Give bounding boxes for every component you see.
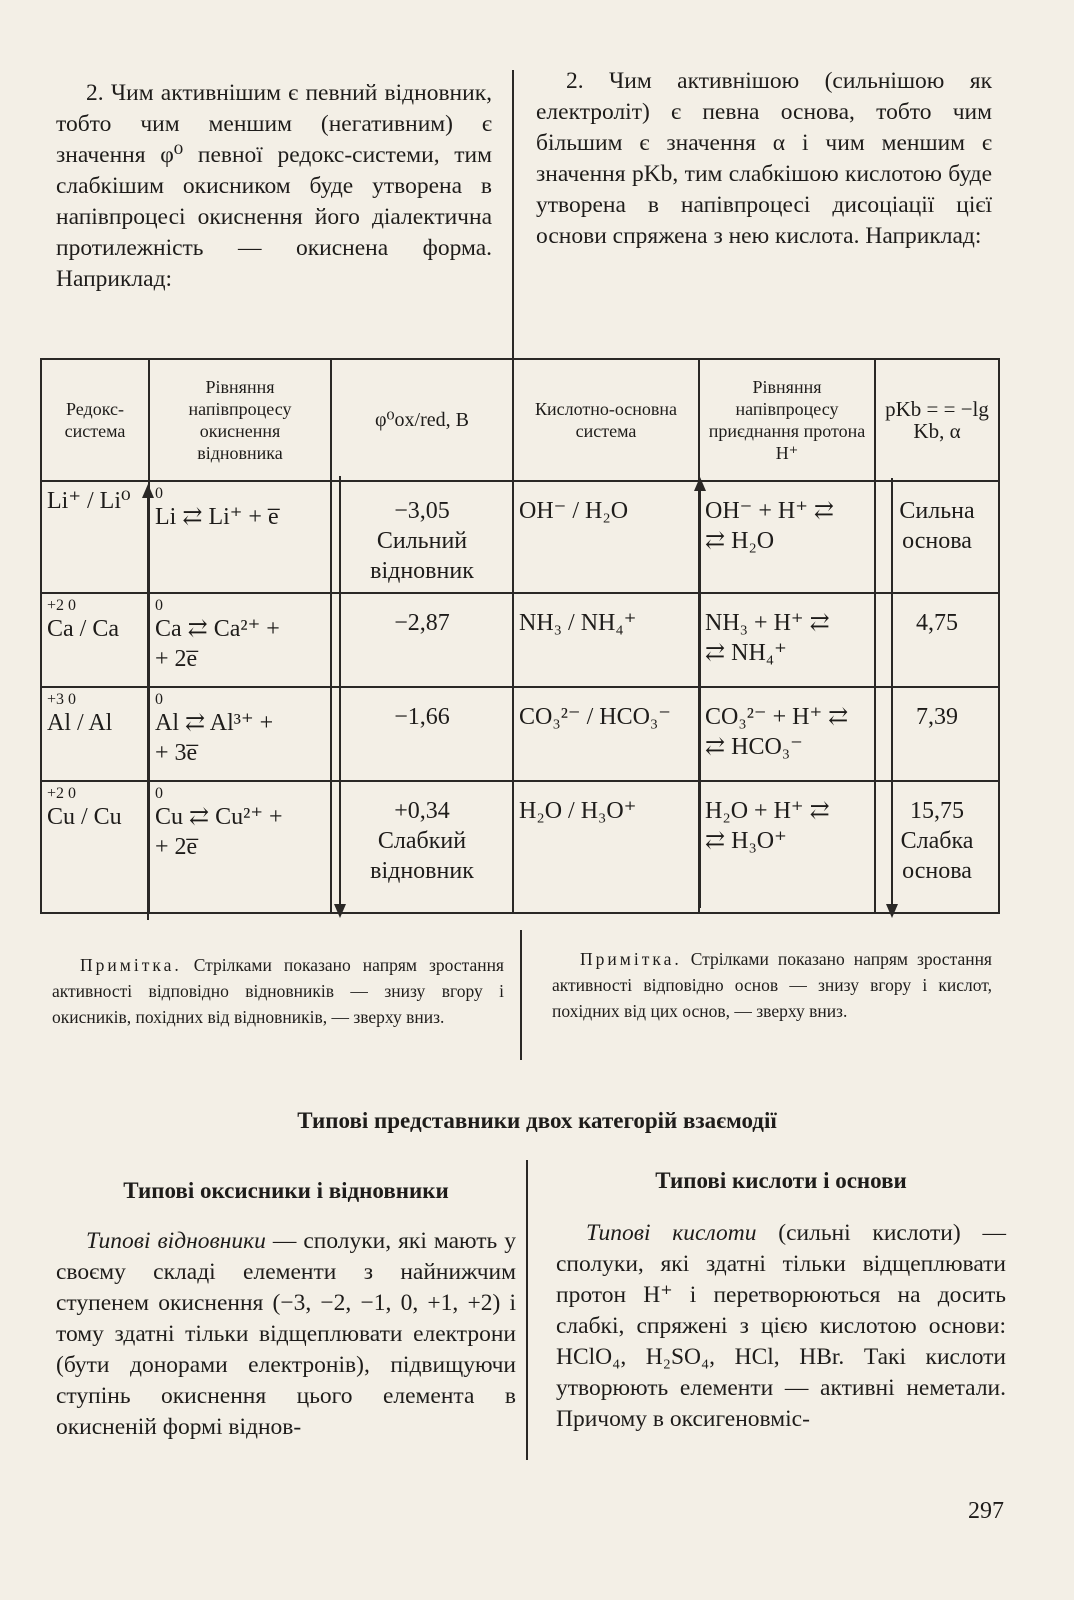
protonation-line-2: ⇄ NH₄⁺ xyxy=(705,640,787,666)
potential-value: −1,66 xyxy=(394,704,450,730)
column-divider-bottom xyxy=(526,1160,528,1460)
redox-pair: Li⁺ / Li⁰ xyxy=(47,488,131,514)
cell-pkb xyxy=(875,593,999,687)
table-row xyxy=(41,593,999,687)
table-row xyxy=(41,687,999,781)
note-right-label: Примітка. xyxy=(580,949,682,969)
oxidation-states: +2 0 xyxy=(47,597,77,614)
equation-line-2: + 3e̅ xyxy=(155,740,198,766)
protonation-line-1: H₂O + H⁺ ⇄ xyxy=(705,798,830,824)
cell-oxidation-equation xyxy=(149,687,331,781)
arrow-up-bases xyxy=(699,488,701,908)
potential-value: −3,05 xyxy=(394,498,450,524)
arrow-up-head-bases xyxy=(694,477,706,491)
cell-pkb xyxy=(875,481,999,593)
cell-pkb xyxy=(875,781,999,913)
table-row xyxy=(41,781,999,913)
cell-acid-base-system xyxy=(513,481,699,593)
potential-comment-2: відновник xyxy=(370,858,474,884)
paragraph-reducers-text: 2. Чим активнішим є певний відновник, тобто чим меншим (негативним) є значення φ⁰ певної редокс-системи, тим слабкішим окисником буде утворена в напівпроцесі окиснення його діалектична протилежність — окиснена форма. Наприклад: xyxy=(56,80,492,292)
cell-oxidation-equation xyxy=(149,593,331,687)
paragraph-reducers xyxy=(56,78,492,295)
potential-value: −2,87 xyxy=(394,610,450,636)
equation-line-1: Al ⇄ Al³⁺ + xyxy=(155,710,274,736)
protonation-line-1: CO₃²⁻ + H⁺ ⇄ xyxy=(705,704,849,730)
page-number: 297 xyxy=(968,1498,1004,1524)
protonation-line-1: OH⁻ + H⁺ ⇄ xyxy=(705,498,834,524)
cell-redox-system xyxy=(41,481,149,593)
equation-line-1: Ca ⇄ Ca²⁺ + xyxy=(155,616,280,642)
protonation-line-2: ⇄ HCO₃⁻ xyxy=(705,734,803,760)
paragraph-bases-text: 2. Чим активнішою (сильнішою як електроліт) є певна основа, тобто чим більшим є значення α і чим меншим є значення pKb, тим слабкішою кислотою буде утворена в напівпроцесі дисоціації цієї основи спряжена з нею кислота. Наприклад: xyxy=(536,68,992,249)
cell-acid-base-system xyxy=(513,781,699,913)
right-body-text: (сильні кислоти) — сполуки, які здатні тільки відщеплювати протон H⁺ і перетворюються на досить слабкі, спряжені з цією кислотою основи: HClO₄, H₂SO₄, HCl, HBr. Такі кислоти утворюють елементи — активні неметали. Причому в оксигеновміс- xyxy=(556,1220,1006,1432)
pkb-line-1: 4,75 xyxy=(916,610,958,636)
cell-potential xyxy=(331,781,513,913)
paragraph-bases xyxy=(536,66,992,252)
arrow-up-head-reducers xyxy=(142,484,154,498)
header-redox-system: Редокс-система xyxy=(41,359,149,481)
left-body-text: — сполуки, які мають у своєму складі елементи з найнижчим ступенем окиснення (−3, −2, −1, 0, +1, +2) і тому здатні тільки відщеплювати електрони (бути донорами електронів), підвищуючи ступінь окиснення цього елемента в окисненій формі віднов- xyxy=(56,1228,516,1440)
redox-pair: Cu / Cu xyxy=(47,804,122,830)
note-left xyxy=(52,952,504,1030)
header-oxidation-equation: Рівняння напівпроцесу окиснення відновника xyxy=(149,359,331,481)
cell-redox-system xyxy=(41,781,149,913)
acid-base-pair: OH⁻ / H₂O xyxy=(519,498,629,524)
note-right-text: Стрілками показано напрям зростання активності відповідно основ — знизу вгору і кислот, похідних від цих основ, — зверху вниз. xyxy=(552,949,992,1021)
acid-base-pair: NH₃ / NH₄⁺ xyxy=(519,610,637,636)
oxidation-state-zero: 0 xyxy=(155,485,163,502)
arrow-up-reducers xyxy=(147,495,149,920)
right-body xyxy=(556,1218,1006,1435)
header-protonation-equation: Рівняння напівпроцесу приєднання протона H⁺ xyxy=(699,359,875,481)
oxidation-state-zero: 0 xyxy=(155,785,163,802)
cell-oxidation-equation xyxy=(149,481,331,593)
cell-potential xyxy=(331,481,513,593)
equation-line-1: Li ⇄ Li⁺ + e̅ xyxy=(155,504,279,530)
redox-pair: Al / Al xyxy=(47,710,113,736)
pkb-line-2: основа xyxy=(902,528,972,554)
table-row xyxy=(41,481,999,593)
potential-value: +0,34 xyxy=(394,798,450,824)
equation-line-1: Cu ⇄ Cu²⁺ + xyxy=(155,804,283,830)
right-body-lead: Типові кислоти xyxy=(586,1220,757,1246)
cell-redox-system xyxy=(41,687,149,781)
oxidation-states: +2 0 xyxy=(47,785,77,802)
pkb-line-1: 15,75 xyxy=(910,798,964,824)
acid-base-pair: CO₃²⁻ / HCO₃⁻ xyxy=(519,704,671,730)
cell-protonation-equation xyxy=(699,481,875,593)
left-body-lead: Типові відновники xyxy=(86,1228,266,1254)
cell-potential xyxy=(331,593,513,687)
cell-acid-base-system xyxy=(513,687,699,781)
pkb-line-3: основа xyxy=(902,858,972,884)
potential-comment-2: відновник xyxy=(370,558,474,584)
cell-potential xyxy=(331,687,513,781)
note-left-label: Примітка. xyxy=(80,955,182,975)
arrow-down-oxidizers xyxy=(339,476,341,906)
header-potential: φ⁰ox/red, В xyxy=(331,359,513,481)
section-title: Типові представники двох категорій взаємодії xyxy=(297,1108,777,1133)
pkb-line-2: Слабка xyxy=(900,828,974,854)
cell-protonation-equation xyxy=(699,781,875,913)
cell-redox-system xyxy=(41,593,149,687)
comparison-table xyxy=(40,358,1000,914)
oxidation-states: +3 0 xyxy=(47,691,77,708)
arrow-down-acids xyxy=(891,478,893,906)
oxidation-state-zero: 0 xyxy=(155,691,163,708)
pkb-line-1: 7,39 xyxy=(916,704,958,730)
left-subtitle: Типові оксисники і відновники xyxy=(123,1178,449,1203)
column-divider-notes xyxy=(520,930,522,1060)
cell-oxidation-equation xyxy=(149,781,331,913)
potential-comment-1: Слабкий xyxy=(377,828,467,854)
header-pkb: pKb = = −lg Kb, α xyxy=(875,359,999,481)
note-left-text: Стрілками показано напрям зростання активності відповідно відновників — знизу вгору і окисників, похідних від відновників, — зверху вниз. xyxy=(52,955,504,1027)
pkb-line-1: Сильна xyxy=(899,498,975,524)
cell-protonation-equation xyxy=(699,593,875,687)
arrow-down-head-oxidizers xyxy=(334,904,346,918)
right-subtitle: Типові кислоти і основи xyxy=(655,1168,907,1193)
header-acid-base-system: Кислотно-основна система xyxy=(513,359,699,481)
equation-line-2: + 2e̅ xyxy=(155,646,198,672)
note-right xyxy=(552,946,992,1024)
protonation-line-2: ⇄ H₂O xyxy=(705,528,775,554)
cell-pkb xyxy=(875,687,999,781)
oxidation-state-zero: 0 xyxy=(155,597,163,614)
protonation-line-1: NH₃ + H⁺ ⇄ xyxy=(705,610,830,636)
equation-line-2: + 2e̅ xyxy=(155,834,198,860)
left-body xyxy=(56,1226,516,1443)
table-header-row xyxy=(41,359,999,481)
redox-pair: Ca / Ca xyxy=(47,616,119,642)
potential-comment-1: Сильний xyxy=(376,528,468,554)
cell-acid-base-system xyxy=(513,593,699,687)
column-divider-top xyxy=(512,70,514,360)
protonation-line-2: ⇄ H₃O⁺ xyxy=(705,828,787,854)
arrow-down-head-acids xyxy=(886,904,898,918)
acid-base-pair: H₂O / H₃O⁺ xyxy=(519,798,637,824)
cell-protonation-equation xyxy=(699,687,875,781)
